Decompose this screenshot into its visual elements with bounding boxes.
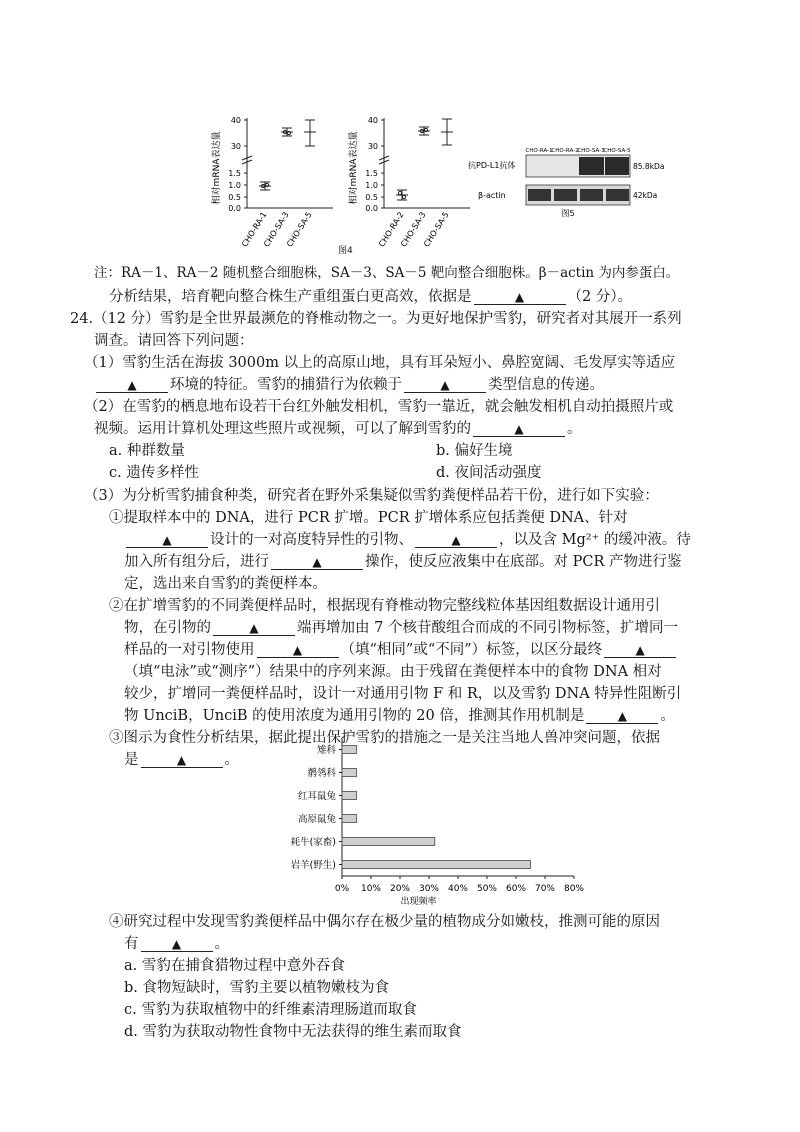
q24-step4-line1: ④研究过程中发现雪豹粪便样品中偶尔存在极少量的植物成分如嫩枝，推测可能的原因 (109, 914, 660, 930)
fig4-left-chart (205, 110, 340, 260)
answer-blank[interactable]: ▲ (126, 533, 208, 548)
q24-step1-line4: 定，选出来自雪豹的粪便样本。 (124, 576, 327, 592)
q24-step2-line3: 样品的一对引物使用 ▲ （填“相同”或“不同”）标签，以区分最终 ▲ (124, 640, 678, 660)
fig4-right-chart (342, 110, 477, 260)
chart-x-tick-label-6: 60% (505, 884, 527, 894)
q24-step2-line6: 物 UnciB，UnciB 的使用浓度为通用引物的 20 倍，推测其作用机制是 ▲ 。 (124, 708, 675, 724)
fig5-band-sa3 (579, 157, 604, 175)
fig5-row2-label: β-actin (478, 191, 506, 200)
fig4-right-xtick-2: CHO-SA-5 (422, 210, 451, 249)
chart-bar-2 (342, 792, 357, 800)
answer-blank[interactable]: ▲ (586, 709, 658, 724)
fig5-row1-size: 85.8kDa (633, 162, 665, 171)
chart-x-tick-label-0: 0% (334, 884, 350, 894)
fig4-right-point-ra2 (396, 190, 408, 200)
fig5-lane-label-3: CHO-SA-5 (603, 148, 631, 154)
diet-frequency-chart (262, 730, 602, 907)
q24-part1-line1: （1）雪豹生活在海拔 3000m 以上的高原山地，具有耳朵短小、鼻腔宽阔、毛发厚实等适应 (84, 355, 676, 371)
q24-part2-option-b: b. 偏好生境 (436, 443, 513, 459)
chart-bar-5 (342, 861, 531, 869)
fig4-left-ytick-40: 40 (230, 116, 241, 125)
fig5-actin-band-1 (554, 189, 577, 201)
chart-bar-1 (342, 769, 357, 777)
fig4-right-ytick-1.5: 1.5 (365, 169, 378, 178)
q24-step2-line4: （填“电泳”或“测序”）结果中的序列来源。由于残留在粪便样本中的食物 DNA 相对 (124, 664, 662, 680)
answer-blank[interactable]: ▲ (257, 643, 339, 658)
chart-category-label-2: 红耳鼠兔 (297, 791, 336, 802)
answer-blank[interactable]: ▲ (271, 555, 363, 570)
fig4-caption: 图4 (338, 246, 353, 256)
fig4-left-xtick-2: CHO-SA-5 (285, 210, 314, 249)
q24-part2-option-a: a. 种群数量 (109, 443, 185, 459)
answer-blank[interactable]: ▲ (213, 621, 295, 636)
chart-bar-3 (342, 815, 357, 823)
chart-x-tick-label-1: 10% (360, 884, 382, 894)
q24-part2-line1: （2）在雪豹的栖息地布设若干台红外触发相机，雪豹一靠近，就会触发相机自动拍摄照片或 (84, 399, 674, 415)
fig4-left-point-ra1 (259, 182, 271, 190)
fig4-right-xtick-0: CHO-RA-2 (377, 210, 406, 249)
q23-tail-line: 分析结果，培育靶向整合株生产重组蛋白更高效，依据是 ▲ （2 分）。 (109, 289, 633, 305)
q24-intro-line2: 调查。请回答下列问题： (94, 333, 254, 349)
answer-blank[interactable]: ▲ (474, 290, 566, 305)
answer-blank[interactable]: ▲ (141, 937, 213, 952)
fig5-lane-label-0: CHO-RA-1 (525, 148, 553, 154)
chart-category-label-1: 鹡鸰科 (307, 768, 336, 779)
fig5-band-sa5 (605, 157, 629, 175)
fig5-western-blot (468, 140, 668, 220)
answer-blank[interactable]: ▲ (96, 378, 168, 393)
fig4-right-point-sa5 (441, 119, 453, 145)
fig4-left-ytick-0.0: 0.0 (228, 204, 241, 213)
fig4-right-ytick-0.0: 0.0 (365, 204, 378, 213)
q24-step4-option-b: b. 食物短缺时，雪豹主要以植物嫩枝为食 (124, 980, 389, 996)
fig4-left-xtick-1: CHO-SA-3 (262, 210, 291, 249)
chart-x-axis-label: 出现频率 (400, 897, 437, 907)
answer-blank[interactable]: ▲ (473, 422, 565, 437)
fig4-left-xtick-0: CHO-RA-1 (240, 210, 269, 249)
fig4-right-ytick-30: 30 (367, 142, 378, 151)
fig5-actin-band-3 (606, 189, 629, 201)
fig4-right-xtick-1: CHO-SA-3 (399, 210, 428, 249)
q24-part1-line2: ▲ 环境的特征。雪豹的捕猎行为依赖于 ▲ 类型信息的传递。 (94, 375, 604, 395)
fig5-lane-label-2: CHO-SA-3 (577, 148, 605, 154)
chart-x-tick-label-3: 30% (418, 884, 440, 894)
fig5-row2-size: 42kDa (633, 191, 658, 200)
fig4-right-ytick-0.5: 0.5 (365, 193, 378, 202)
chart-bar-4 (342, 838, 435, 846)
q24-step1-line2: ▲ 设计的一对高度特异性的引物、 ▲ ，以及含 Mg²⁺ 的缓冲液。待 (124, 530, 691, 550)
chart-category-label-3: 高原鼠兔 (297, 814, 336, 825)
q24-part3-line1: （3）为分析雪豹捕食种类，研究者在野外采集疑似雪豹粪便样品若干份，进行如下实验： (84, 488, 659, 504)
q24-part2-option-c: c. 遗传多样性 (109, 465, 199, 481)
answer-blank[interactable]: ▲ (415, 533, 497, 548)
fig4-right-ytick-40: 40 (367, 116, 378, 125)
q24-step3-line1: ③图示为食性分析结果，据此提出保护雪豹的措施之一是关注当地人兽冲突问题，依据 (109, 730, 660, 746)
chart-x-tick-label-5: 50% (476, 884, 498, 894)
chart-x-tick-label-2: 20% (389, 884, 411, 894)
fig5-caption: 图5 (561, 209, 575, 218)
fig4-left-ytick-1.5: 1.5 (228, 169, 241, 178)
fig4-left-ytick-1.0: 1.0 (228, 181, 241, 190)
chart-x-tick-label-8: 80% (563, 884, 585, 894)
q24-step2-line5: 较少，扩增同一粪便样品时，设计一对通用引物 F 和 R，以及雪豹 DNA 特异性阻断引 (124, 686, 682, 702)
chart-category-label-0: 雉科 (316, 745, 336, 756)
q24-part2-line2: 视频。运用计算机处理这些照片或视频，可以了解到雪豹的 ▲ 。 (94, 421, 582, 437)
q24-part2-option-d: d. 夜间活动强度 (436, 465, 542, 481)
q24-step4-line2: 有 ▲ 。 (124, 936, 229, 952)
figure-note: 注：RA－1、RA－2 随机整合细胞株，SA－3、SA－5 靶向整合细胞株。β－actin 为内参蛋白。 (94, 265, 680, 281)
fig4-left-point-sa5 (304, 120, 316, 146)
answer-blank[interactable]: ▲ (404, 378, 486, 393)
fig4-left-ytick-30: 30 (230, 142, 241, 151)
q24-step2-line1: ②在扩增雪豹的不同粪便样品时，根据现有脊椎动物完整线粒体基因组数据设计通用引 (109, 598, 660, 614)
fig4-left-point-sa3 (281, 128, 293, 136)
answer-blank[interactable]: ▲ (141, 753, 223, 768)
answer-blank[interactable]: ▲ (604, 643, 676, 658)
q24-step4-option-d: d. 雪豹为获取动物性食物中无法获得的维生素而取食 (124, 1024, 462, 1040)
q24-step1-line1: ①提取样本中的 DNA，进行 PCR 扩增。PCR 扩增体系应包括粪便 DNA、针对 (109, 510, 628, 526)
fig5-actin-band-2 (580, 189, 603, 201)
chart-x-tick-label-7: 70% (534, 884, 556, 894)
fig4-right-ytick-1.0: 1.0 (365, 181, 378, 190)
q24-step4-option-c: c. 雪豹为获取植物中的纤维素清理肠道而取食 (124, 1002, 417, 1018)
fig4-left-ylabel: 相对mRNA表达量 (212, 131, 222, 205)
fig4-right-ylabel: 相对mRNA表达量 (349, 131, 359, 205)
fig5-row1-label: 抗PD-L1抗体 (468, 161, 516, 170)
q24-step4-option-a: a. 雪豹在捕食猎物过程中意外吞食 (124, 958, 345, 974)
fig5-lane-label-1: CHO-RA-2 (551, 148, 579, 154)
fig5-actin-band-0 (528, 189, 551, 201)
fig4-left-ytick-0.5: 0.5 (228, 193, 241, 202)
fig4-right-point-sa3 (418, 127, 430, 135)
chart-category-label-4: 耗牛(家畜) (290, 837, 336, 848)
chart-bar-0 (342, 746, 357, 754)
q24-step3-line2: 是 ▲ 。 (124, 752, 239, 768)
chart-category-label-5: 岩羊(野生) (290, 860, 336, 871)
chart-x-tick-label-4: 40% (447, 884, 469, 894)
q24-intro-line1: 24.（12 分）雪豹是全世界最濒危的脊椎动物之一。为更好地保护雪豹，研究者对其展开一系列 (70, 311, 682, 327)
q24-step1-line3: 加入所有组分后，进行 ▲ 操作，使反应液集中在底部。对 PCR 产物进行鉴 (124, 554, 682, 570)
q24-step2-line2: 物，在引物的 ▲ 端再增加由 7 个核苷酸组合而成的不同引物标签，扩增同一 (124, 620, 678, 636)
